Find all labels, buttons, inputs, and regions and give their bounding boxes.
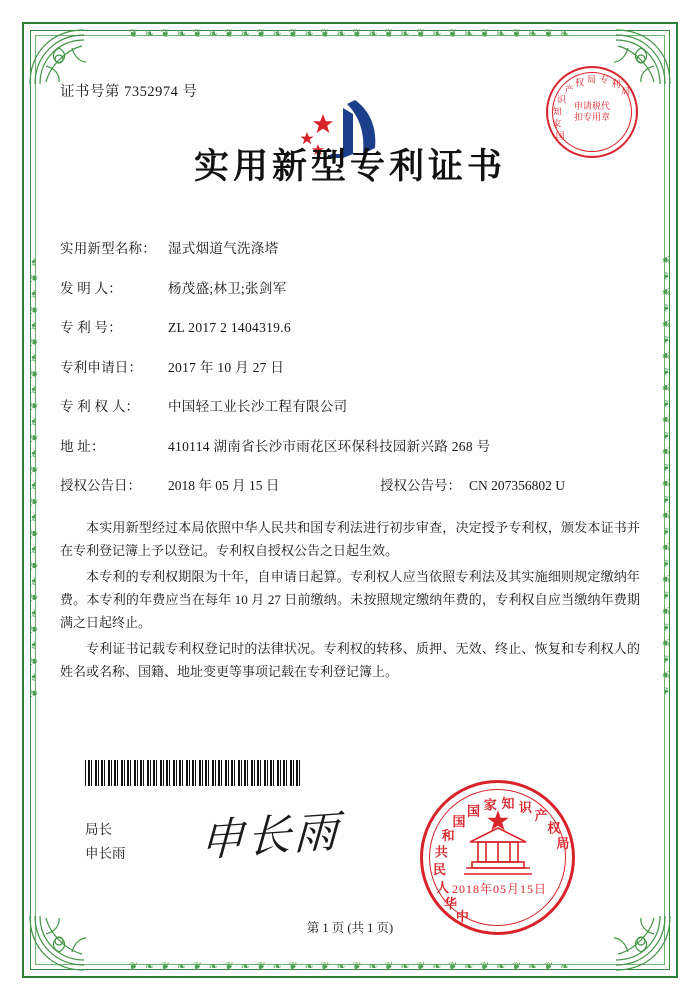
certificate-title: 实用新型专利证书 [193, 147, 506, 186]
grant-date-label: 授权公告日： [60, 478, 141, 493]
tax-withholding-stamp: 国 家 知 识 产 权 局 专 利 局 申请税代扣专用章 [546, 66, 638, 158]
director-name-label: 申长雨 [85, 846, 126, 861]
seal-date: 2018年05月15日 [451, 882, 547, 896]
edge-ornament-top: ❦ ❧ ❦ ❧ ❦ ❧ ❦ ❧ ❦ ❧ ❦ ❧ ❦ ❧ ❦ ❧ ❦ ❧ ❦ ❧ ❦ ❧ ❦ ❧ ❦ ❧ ❦ ❧ [128, 28, 572, 40]
grant-date [60, 474, 380, 494]
field-row [60, 395, 640, 415]
field-row [60, 435, 640, 455]
edge-ornament-bottom: ❦ ❧ ❦ ❧ ❦ ❧ ❦ ❧ ❦ ❧ ❦ ❧ ❦ ❧ ❦ ❧ ❦ ❧ ❦ ❧ ❦ ❧ ❦ ❧ ❦ ❧ ❦ ❧ [128, 961, 572, 973]
grant-date-value: 2018 年 05 月 15 日 [168, 478, 280, 493]
field-row [60, 356, 640, 376]
field-label: 专 利 号： [60, 320, 122, 335]
signature-labels [85, 818, 126, 866]
grant-number-label: 授权公告号： [380, 478, 461, 493]
page-footer: 第 1 页 (共 1 页) [306, 921, 394, 935]
field-label: 发 明 人： [60, 280, 122, 296]
legal-paragraphs [60, 516, 640, 683]
field-row [60, 237, 640, 257]
grant-row [60, 474, 640, 494]
grant-number [380, 474, 565, 494]
patent-barcode [85, 760, 300, 786]
field-label: 专 利 权 人： [60, 399, 140, 414]
corner-ornament-icon [26, 26, 100, 88]
grant-number-value: CN 207356802 U [469, 478, 566, 493]
field-value: 2017 年 10 月 27 日 [168, 359, 285, 375]
field-label: 实用新型名称： [60, 241, 156, 256]
certificate-number: 证书号第 7352974 号 [60, 84, 198, 100]
edge-ornament-left: ❦ ❧ ❦ ❧ ❦ ❧ ❦ ❧ ❦ ❧ ❦ ❧ ❦ ❧ ❦ ❧ ❦ ❧ ❦ ❧ ❦ ❧ ❦ ❧ ❦ ❧ ❦ ❧ [28, 255, 41, 698]
official-seal: 中 华 人 民 共 和 国 国 家 知 识 产 权 局 [420, 780, 575, 935]
field-row [60, 277, 640, 297]
field-row [60, 316, 640, 336]
field-label: 地 址： [60, 438, 105, 454]
field-value: 杨茂盛;林卫;张剑军 [168, 280, 287, 296]
certificate-content [60, 80, 640, 686]
stamp-center-text: 申请税代扣专用章 [573, 101, 610, 122]
director-handwritten-signature: 申长雨 [199, 806, 342, 867]
paragraph: 本专利的专利权期限为十年，自申请日起算。专利权人应当依照专利法及其实施细则规定缴纳年费。本专利的年费应当在每年 10 月 27 日前缴纳。未按照规定缴纳年费的，专利权自应当缴纳年费期满之日起终止。 [60, 569, 640, 630]
fields-list [60, 237, 640, 494]
director-title-label: 局长 [85, 822, 112, 837]
paragraph: 本实用新型经过本局依照中华人民共和国专利法进行初步审查，决定授予专利权，颁发本证书并在专利登记簿上予以登记。专利权自授权公告之日起生效。 [60, 520, 640, 558]
paragraph: 专利证书记载专利权登记时的法律状况。专利权的转移、质押、无效、终止、恢复和专利权人的姓名或名称、国籍、地址变更等事项记载在专利登记簿上。 [60, 641, 640, 679]
field-value: ZL 2017 2 1404319.6 [168, 320, 291, 335]
field-value: 湿式烟道气洗涤塔 [168, 241, 279, 256]
field-label: 专利申请日： [60, 359, 143, 375]
field-value: 中国轻工业长沙工程有限公司 [168, 399, 348, 414]
field-value: 410114 湖南省长沙市雨花区环保科技园新兴路 268 号 [168, 438, 491, 454]
edge-ornament-right: ❦ ❧ ❦ ❧ ❦ ❧ ❦ ❧ ❦ ❧ ❦ ❧ ❦ ❧ ❦ ❧ ❦ ❧ ❦ ❧ ❦ ❧ ❦ ❧ ❦ ❧ ❦ ❧ [659, 255, 672, 698]
